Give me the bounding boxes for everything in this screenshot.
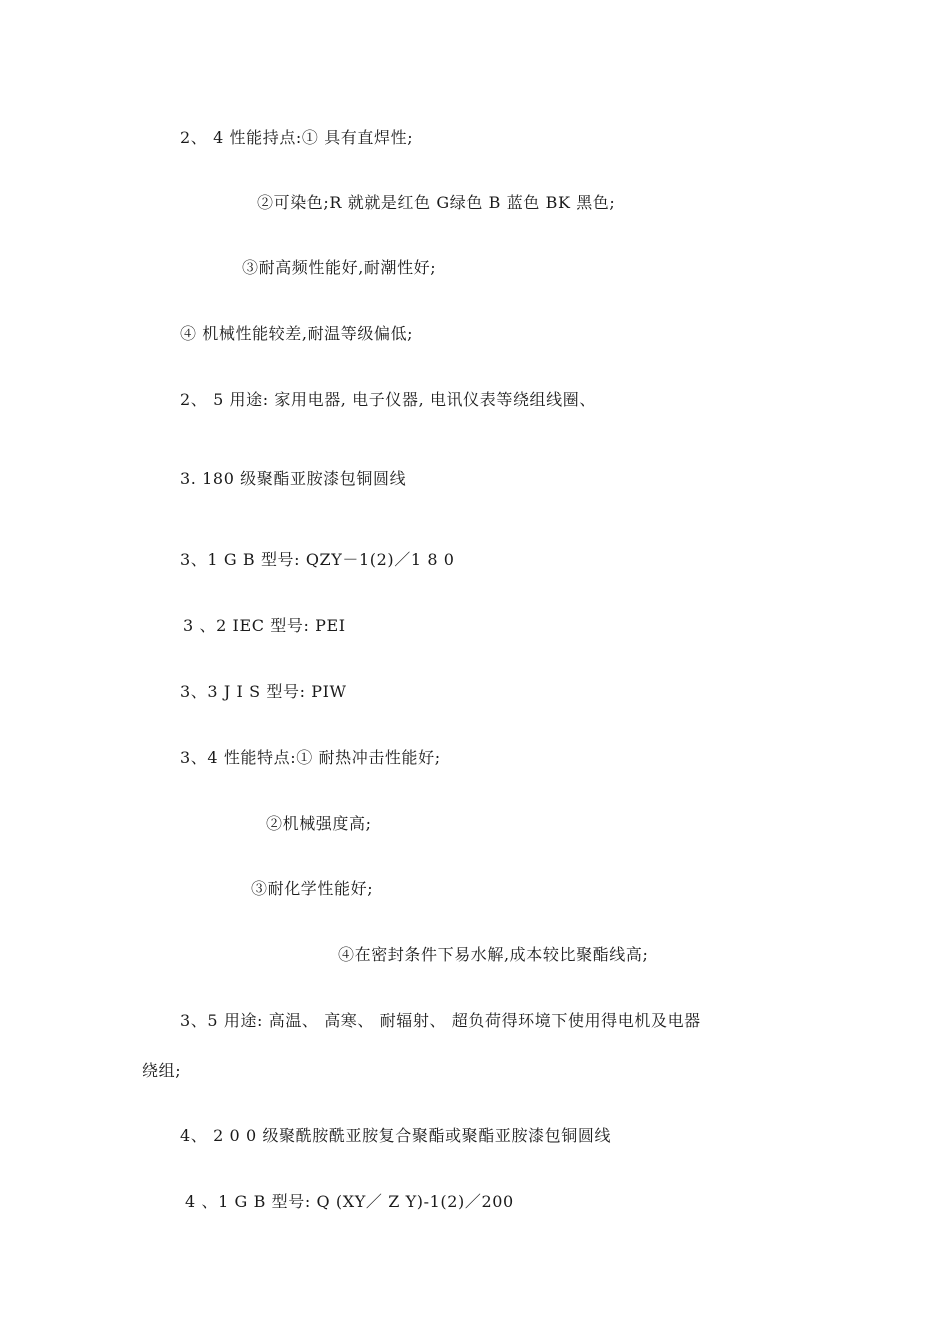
- section-3-heading: 3. 180 级聚酯亚胺漆包铜圆线: [180, 469, 407, 488]
- line-dyeable: ②可染色;R 就就是红色 G绿色 B 蓝色 BK 黑色;: [257, 193, 616, 212]
- line-3-5-usage: 3、5 用途: 高温、 高寒、 耐辐射、 超负荷得环境下使用得电机及电器: [180, 1011, 701, 1030]
- line-2-5-usage: 2、 5 用途: 家用电器, 电子仪器, 电讯仪表等绕组线圈、: [180, 390, 596, 409]
- line-3-1-gb-model: 3、1 G B 型号: QZY－1(2)／1 8 0: [180, 550, 455, 569]
- line-hydrolysis: ④在密封条件下易水解,成本较比聚酯线高;: [338, 945, 649, 964]
- line-chemical-resistance: ③耐化学性能好;: [251, 879, 374, 898]
- line-mechanical-strength: ②机械强度高;: [266, 814, 372, 833]
- line-mechanical: ④ 机械性能较差,耐温等级偏低;: [180, 324, 414, 343]
- line-2-4-performance: 2、 4 性能持点:① 具有直焊性;: [180, 128, 414, 147]
- line-3-4-performance: 3、4 性能特点:① 耐热冲击性能好;: [180, 748, 441, 767]
- line-high-frequency: ③耐高频性能好,耐潮性好;: [242, 258, 437, 277]
- line-4-1-gb-model: 4 、1 G B 型号: Q (XY／ Z Y)-1(2)／200: [185, 1192, 514, 1211]
- line-3-3-jis-model: 3、3 J Ⅰ S 型号: PIW: [180, 682, 347, 701]
- line-3-5-usage-continued: 绕组;: [142, 1061, 182, 1080]
- section-4-heading: 4、 2 0 0 级聚酰胺酰亚胺复合聚酯或聚酯亚胺漆包铜圆线: [180, 1126, 612, 1145]
- line-3-2-iec-model: 3 、2 IEC 型号: PEI: [183, 616, 346, 635]
